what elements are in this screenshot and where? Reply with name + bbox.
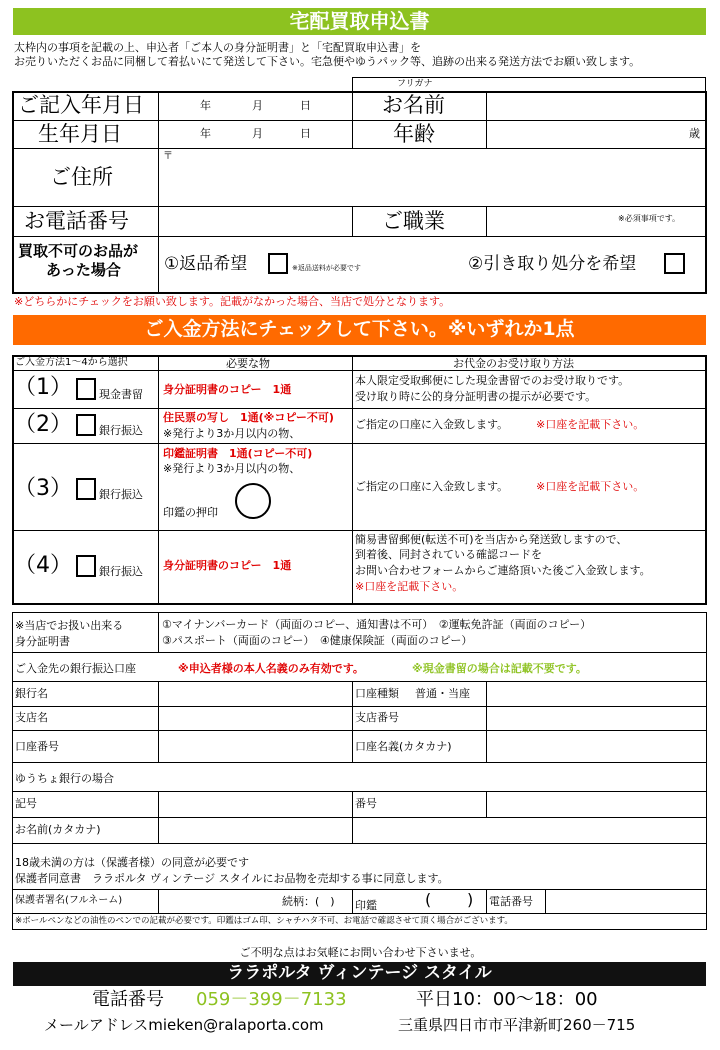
method-3-need-2: ※発行より3か月以内の物、 [163, 462, 301, 475]
footer-hours: 平日10：00〜18：00 [416, 989, 598, 1010]
seal-circle[interactable] [235, 483, 271, 519]
unbuyable-label-2: あった場合 [46, 261, 121, 279]
furigana-label: フリガナ [397, 79, 433, 89]
method-3-checkbox[interactable] [76, 478, 96, 500]
intro-line-2: お売りいただくお品に同梱して着払いにて発送して下さい。宅急便やゆうパック等、追跡の出来る発送方法でお願い致します。 [14, 55, 641, 68]
payment-col-method: ご入金方法1〜4から選択 [15, 357, 128, 368]
guardian-line-1: 18歳未満の方は（保護者様）の同意が必要です [15, 856, 249, 869]
footer-phone[interactable]: 059－399－7133 [196, 989, 347, 1010]
entry-date-field[interactable] [160, 93, 350, 119]
name-label: お名前 [382, 93, 445, 117]
method-3-number: （3） [14, 476, 72, 501]
shop-name: ララポルタ ヴィンテージ スタイル [227, 963, 492, 983]
yucho-name-field[interactable] [160, 819, 350, 842]
method-2-number: （2） [14, 412, 72, 437]
job-label: ご職業 [382, 209, 445, 233]
bank-name-label: 銀行名 [15, 687, 48, 700]
guardian-sign-label: 保護者署名(フルネーム) [15, 895, 123, 906]
inquiry-text: ご不明な点はお気軽にお問い合わせ下さいませ。 [239, 946, 482, 959]
payment-col-receive: お代金のお受け取り方法 [453, 357, 574, 370]
id-docs-label-1: ※当店でお扱い出来る [15, 619, 124, 632]
return-option-label: ①返品希望 [164, 254, 248, 274]
method-1-number: （1） [14, 375, 72, 400]
entry-month: 月 [252, 99, 263, 112]
branch-no-label: 支店番号 [355, 711, 399, 724]
guardian-seal-paren-left: ( [425, 890, 432, 909]
branch-label: 支店名 [15, 711, 48, 724]
unbuyable-label-1: 買取不可のお品が [18, 242, 139, 260]
guardian-relation[interactable]: 続柄：( ) [282, 895, 335, 908]
address-label: ご住所 [50, 165, 113, 189]
bank-heading: ご入金先の銀行振込口座 [15, 662, 136, 675]
age-field[interactable] [488, 122, 688, 147]
id-docs-line-1: ①マイナンバーカード（両面のコピー、通知書は不可） ②運転免許証（両面のコピー） [162, 618, 592, 631]
guardian-seal-paren-right: ) [467, 890, 474, 909]
dispose-option-label: ②引き取り処分を希望 [468, 254, 637, 274]
required-note: ※必須事項です。 [618, 214, 681, 223]
payment-col-need: 必要な物 [226, 357, 270, 370]
branch-field[interactable] [160, 708, 350, 729]
account-holder-label: 口座名義(カタカナ) [355, 740, 452, 753]
method-4-receive-note: ※口座を記載下さい。 [355, 580, 464, 593]
birth-day: 日 [300, 127, 311, 140]
dispose-checkbox[interactable] [664, 253, 685, 274]
method-4-number: （4） [14, 553, 72, 578]
method-4-type: 銀行振込 [99, 565, 143, 578]
footer-email[interactable]: メールアドレスmieken@ralaporta.com [44, 1016, 324, 1034]
age-label: 年齢 [393, 122, 435, 146]
bank-name-field[interactable] [160, 683, 350, 705]
method-2-need-1: 住民票の写し 1通(※コピー不可) [163, 411, 334, 424]
footer-address: 三重県四日市市平津新町260－715 [398, 1016, 636, 1034]
seal-label: 印鑑の押印 [163, 506, 218, 519]
method-2-checkbox[interactable] [76, 414, 96, 436]
id-docs-line-2: ③パスポート（両面のコピー） ④健康保険証（両面のコピー） [162, 634, 473, 647]
phone-field[interactable] [160, 208, 350, 235]
method-3-receive-note: ※口座を記載下さい。 [536, 480, 645, 493]
yucho-heading: ゆうちょ銀行の場合 [15, 772, 114, 785]
guardian-sign-field[interactable] [160, 891, 280, 912]
account-no-label: 口座番号 [15, 740, 59, 753]
birth-month: 月 [252, 127, 263, 140]
yucho-number-field[interactable] [488, 793, 704, 816]
birth-date-field[interactable] [160, 122, 350, 147]
birth-year: 年 [200, 127, 211, 140]
guardian-seal-label: 印鑑 [355, 899, 377, 912]
footer-phone-label: 電話番号 [92, 989, 164, 1010]
method-4-need: 身分証明書のコピー 1通 [163, 559, 292, 572]
phone-label: お電話番号 [24, 209, 129, 233]
account-no-field[interactable] [160, 732, 350, 761]
account-holder-field[interactable] [488, 732, 704, 761]
entry-year: 年 [200, 99, 211, 112]
method-2-receive-note: ※口座を記載下さい。 [536, 418, 645, 431]
account-type-value[interactable]: 普通・当座 [415, 687, 470, 700]
entry-day: 日 [300, 99, 311, 112]
yucho-number-label: 番号 [355, 797, 377, 810]
method-2-receive: ご指定の口座に入金致します。 [355, 418, 509, 431]
method-3-need-1: 印鑑証明書 1通(コピー不可) [163, 447, 313, 460]
method-1-receive-2: 受け取り時に公的身分証明書の提示が必要です。 [355, 390, 597, 403]
guardian-line-2: 保護者同意書 ララポルタ ヴィンテージ スタイルにお品物を売却する事に同意します。 [15, 872, 449, 885]
age-unit: 歳 [689, 127, 700, 140]
payment-banner-text: ご入金方法にチェックして下さい。※いずれか1点 [144, 318, 575, 340]
yucho-symbol-label: 記号 [15, 797, 37, 810]
method-3-type: 銀行振込 [99, 488, 143, 501]
name-field[interactable] [488, 93, 704, 119]
guardian-phone-field[interactable] [547, 891, 704, 912]
entry-date-label: ご記入年月日 [18, 93, 144, 117]
form-title: 宅配買取申込書 [289, 9, 430, 33]
id-docs-label-2: 身分証明書 [15, 635, 70, 648]
method-1-receive-1: 本人限定受取郵便にした現金書留でのお受け取りです。 [355, 374, 630, 387]
check-note: ※どちらかにチェックをお願い致します。記載がなかった場合、当店で処分となります。 [14, 295, 451, 308]
return-checkbox[interactable] [268, 253, 288, 274]
branch-no-field[interactable] [488, 708, 704, 729]
method-4-receive-1: 簡易書留郵便(転送不可)を当店から発送致しますので、 [355, 533, 628, 546]
yucho-symbol-field[interactable] [160, 793, 350, 816]
yucho-name-label: お名前(カタカナ) [15, 823, 101, 836]
method-1-checkbox[interactable] [76, 378, 96, 400]
method-4-checkbox[interactable] [76, 555, 96, 577]
bank-note-red: ※申込者様の本人名義のみ有効です。 [178, 662, 364, 675]
method-1-type: 現金書留 [99, 388, 143, 401]
method-2-type: 銀行振込 [99, 424, 143, 437]
address-field[interactable] [160, 150, 704, 205]
guardian-phone-label: 電話番号 [489, 895, 533, 908]
method-2-need-2: ※発行より3か月以内の物、 [163, 427, 301, 440]
return-note: ※返品送料が必要です [292, 264, 361, 272]
birth-date-label: 生年月日 [38, 122, 122, 146]
postal-mark: 〒 [163, 151, 173, 162]
account-type-label: 口座種類 [355, 687, 399, 700]
bank-note-green: ※現金書留の場合は記載不要です。 [412, 662, 587, 675]
method-4-receive-3: お問い合わせフォームからご連絡頂いた後ご入金致します。 [355, 564, 651, 577]
method-1-need: 身分証明書のコピー 1通 [163, 383, 292, 396]
intro-line-1: 太枠内の事項を記載の上、申込者「ご本人の身分証明書」と「宅配買取申込書」を [14, 41, 421, 54]
pen-note: ※ボールペンなどの油性のペンでの記載が必要です。印鑑はゴム印、シャチハタ不可、お電話で確認させて頂く場合がございます。 [15, 916, 513, 926]
method-4-receive-2: 到着後、同封されている確認コードを [355, 548, 542, 561]
method-3-receive: ご指定の口座に入金致します。 [355, 480, 509, 493]
